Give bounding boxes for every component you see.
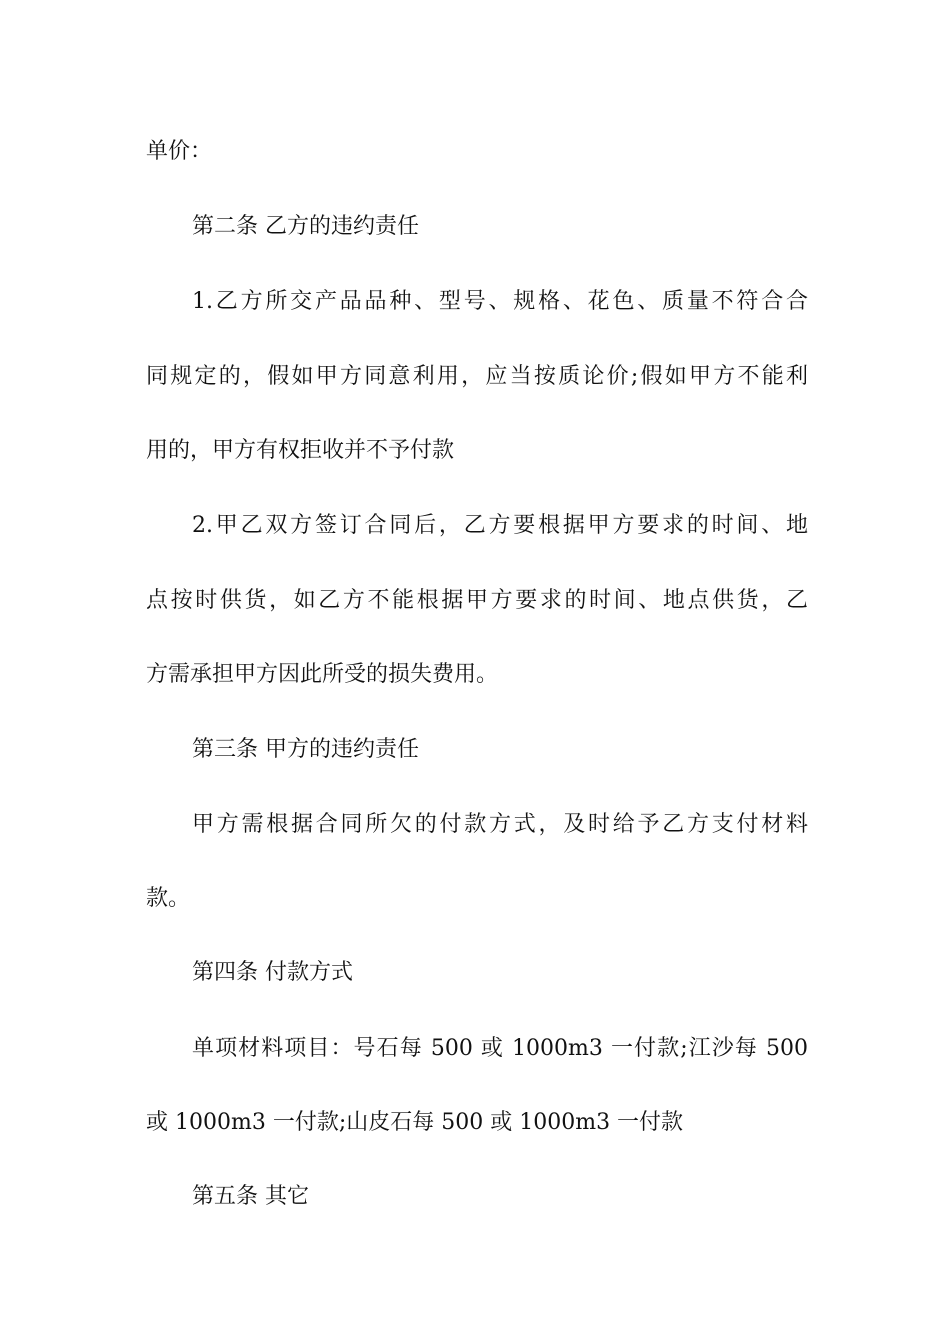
- article-4-heading: 第四条 付款方式: [192, 960, 353, 985]
- article-2-clause-1-line-2: 同规定的，假如甲方同意利用，应当按质论价;假如甲方不能利: [146, 364, 808, 389]
- article-3-heading: 第三条 甲方的违约责任: [192, 737, 419, 762]
- article-2-heading: 第二条 乙方的违约责任: [192, 214, 419, 239]
- unit-price-label: 单价：: [146, 139, 213, 164]
- article-2-clause-2-line-3: 方需承担甲方因此所受的损失费用。: [146, 662, 499, 687]
- article-3-body-line-1: 甲方需根据合同所欠的付款方式，及时给予乙方支付材料: [192, 812, 808, 837]
- article-4-body-line-1: 单项材料项目：号石每 500 或 1000m3 一付款;江沙每 500: [192, 1036, 808, 1061]
- article-5-heading: 第五条 其它: [192, 1184, 309, 1209]
- article-2-clause-2-line-1: 2.甲乙双方签订合同后，乙方要根据甲方要求的时间、地: [192, 513, 808, 538]
- article-3-body-line-2: 款。: [146, 886, 191, 911]
- article-2-clause-2-line-2: 点按时供货，如乙方不能根据甲方要求的时间、地点供货，乙: [146, 588, 808, 613]
- article-4-body-line-2: 或 1000m3 一付款;山皮石每 500 或 1000m3 一付款: [146, 1110, 684, 1135]
- article-2-clause-1-line-3: 用的，甲方有权拒收并不予付款: [146, 438, 455, 463]
- article-2-clause-1-line-1: 1.乙方所交产品品种、型号、规格、花色、质量不符合合: [192, 289, 808, 314]
